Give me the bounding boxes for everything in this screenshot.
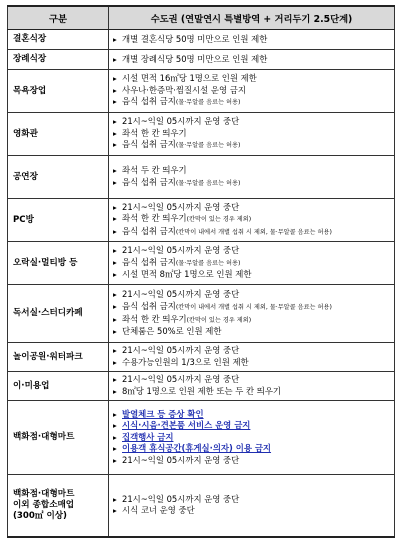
table-row bbox=[8, 199, 395, 242]
row-rules bbox=[109, 30, 395, 50]
rule-item bbox=[113, 301, 392, 314]
rule-text: 단체룸은 50%로 인원 제한 bbox=[122, 326, 222, 337]
bullet-icon: ▸ bbox=[113, 226, 117, 236]
bullet-icon: ▸ bbox=[113, 358, 117, 367]
bullet-icon: ▸ bbox=[113, 246, 117, 256]
rule-text: 음식 섭취 금지 bbox=[122, 256, 176, 267]
rule-text: 집객행사 금지 bbox=[122, 431, 174, 442]
rule-item bbox=[113, 505, 392, 517]
rule-text: 개별 장례식당 50명 미만으로 인원 제한 bbox=[122, 53, 268, 64]
row-category: 이·미용업 bbox=[8, 372, 109, 401]
bullet-icon: ▸ bbox=[113, 85, 117, 95]
rule-text: 21시~익일 05시까지 운영 중단 bbox=[122, 201, 240, 212]
row-category: 독서실·스터디카페 bbox=[8, 285, 109, 343]
rule-note: (칸막이 있는 경우 제외) bbox=[186, 216, 252, 224]
rule-text: 21시~익일 05시까지 운영 중단 bbox=[122, 289, 240, 300]
rule-text: 8㎡당 1명으로 인원 제한 또는 두 칸 띄우기 bbox=[122, 386, 282, 396]
rule-item bbox=[113, 326, 392, 338]
rule-item bbox=[113, 116, 392, 128]
bullet-icon: ▸ bbox=[113, 177, 117, 187]
rule-note: (물·무알콜 음료는 허용) bbox=[175, 99, 241, 107]
table-body bbox=[8, 30, 395, 537]
table-header-row bbox=[8, 6, 395, 30]
rule-item bbox=[113, 85, 392, 97]
rule-item bbox=[113, 314, 392, 327]
rule-text: 음식 섭취 금지 bbox=[122, 300, 176, 311]
table-row bbox=[8, 30, 395, 50]
rule-text: 21시~익일 05시까지 운영 중단 bbox=[122, 454, 240, 465]
rule-text: 개별 결혼식당 50명 미만으로 인원 제한 bbox=[122, 33, 268, 44]
bullet-icon: ▸ bbox=[113, 290, 117, 300]
rule-note: (칸막이 내에서 개별 섭취 시 제외, 물·무알콜 음료는 허용) bbox=[175, 228, 332, 236]
row-rules bbox=[109, 242, 395, 285]
rule-note: (물·무알콜 음료는 허용) bbox=[175, 259, 241, 267]
bullet-icon: ▸ bbox=[113, 455, 117, 465]
rule-item bbox=[113, 374, 392, 386]
table-row bbox=[8, 372, 395, 401]
header-category: 구분 bbox=[8, 6, 109, 30]
rule-item bbox=[113, 386, 392, 398]
row-rules bbox=[109, 199, 395, 242]
rule-text: 시식·시음·견본품 서비스 운영 금지 bbox=[122, 420, 251, 431]
rule-text: 발열체크 등 증상 확인 bbox=[122, 408, 204, 419]
rule-text: 21시~익일 05시까지 운영 중단 bbox=[122, 116, 240, 127]
rule-item bbox=[113, 128, 392, 140]
regulation-table bbox=[7, 5, 395, 538]
rule-item bbox=[113, 269, 392, 281]
bullet-icon: ▸ bbox=[113, 74, 117, 84]
rule-text: 좌석 한 칸 띄우기 bbox=[122, 213, 187, 224]
bullet-icon: ▸ bbox=[113, 444, 117, 454]
rule-item bbox=[113, 202, 392, 214]
bullet-icon: ▸ bbox=[113, 387, 117, 396]
rule-text: 이용객 휴식공간(휴게실·의자) 이용 금지 bbox=[122, 443, 272, 454]
bullet-icon: ▸ bbox=[113, 140, 117, 150]
bullet-icon: ▸ bbox=[113, 375, 117, 385]
table-row bbox=[8, 50, 395, 70]
bullet-icon: ▸ bbox=[113, 421, 117, 431]
row-rules bbox=[109, 401, 395, 475]
rule-item bbox=[113, 96, 392, 109]
rule-item bbox=[113, 73, 392, 85]
rule-text: 음식 섭취 금지 bbox=[122, 225, 176, 236]
row-category: 결혼식장 bbox=[8, 30, 109, 50]
row-rules bbox=[109, 285, 395, 343]
rule-item bbox=[113, 432, 392, 444]
row-category: 목욕장업 bbox=[8, 70, 109, 113]
rule-item bbox=[113, 226, 392, 239]
rule-text: 좌석 한 칸 띄우기 bbox=[122, 313, 187, 324]
rule-text: 수용가능인원의 1/3으로 인원 제한 bbox=[122, 357, 249, 367]
row-rules bbox=[109, 156, 395, 199]
bullet-icon: ▸ bbox=[113, 257, 117, 267]
rule-text: 좌석 두 칸 띄우기 bbox=[122, 164, 187, 175]
table-row bbox=[8, 70, 395, 113]
rule-text: 21시~익일 05시까지 운영 중단 bbox=[122, 245, 240, 256]
row-category: 놀이공원·워터파크 bbox=[8, 343, 109, 372]
rule-text: 21시~익일 05시까지 운영 중단 bbox=[122, 345, 240, 356]
row-rules bbox=[109, 70, 395, 113]
rule-item bbox=[113, 213, 392, 226]
row-category: 백화점·대형마트 bbox=[8, 401, 109, 475]
rule-text: 21시~익일 05시까지 운영 중단 bbox=[122, 374, 240, 385]
rule-item bbox=[113, 455, 392, 467]
row-rules bbox=[109, 50, 395, 70]
bullet-icon: ▸ bbox=[113, 314, 117, 324]
bullet-icon: ▸ bbox=[113, 346, 117, 356]
rule-item bbox=[113, 257, 392, 270]
bullet-icon: ▸ bbox=[113, 34, 117, 44]
row-rules bbox=[109, 372, 395, 401]
table-row bbox=[8, 113, 395, 156]
rule-note: (물·무알콜 음료는 허용) bbox=[175, 179, 241, 187]
bullet-icon: ▸ bbox=[113, 128, 117, 138]
rule-text: 21시~익일 05시까지 운영 중단 bbox=[122, 493, 240, 504]
rule-text: 시설 면적 8㎡당 1명으로 인원 제한 bbox=[122, 269, 252, 280]
bullet-icon: ▸ bbox=[113, 214, 117, 224]
rule-text: 시설 면적 16㎡당 1명으로 인원 제한 bbox=[122, 73, 257, 84]
rule-item bbox=[113, 165, 392, 177]
row-rules bbox=[109, 113, 395, 156]
rule-item bbox=[113, 139, 392, 152]
rule-item bbox=[113, 494, 392, 506]
rule-text: 사우나·한증막·찜질시설 운영 금지 bbox=[122, 84, 246, 95]
rule-text: 음식 섭취 금지 bbox=[122, 176, 176, 187]
rule-item bbox=[113, 34, 392, 46]
bullet-icon: ▸ bbox=[113, 54, 117, 64]
rule-text: 음식 섭취 금지 bbox=[122, 139, 176, 150]
bullet-icon: ▸ bbox=[113, 409, 117, 419]
bullet-icon: ▸ bbox=[113, 327, 117, 337]
rule-item bbox=[113, 409, 392, 421]
bullet-icon: ▸ bbox=[113, 301, 117, 311]
bullet-icon: ▸ bbox=[113, 97, 117, 107]
table-row bbox=[8, 242, 395, 285]
row-category: 공연장 bbox=[8, 156, 109, 199]
rule-note: (물·무알콜 음료는 허용) bbox=[175, 142, 241, 150]
rule-item bbox=[113, 357, 392, 369]
rule-item bbox=[113, 245, 392, 257]
rule-text: 좌석 한 칸 띄우기 bbox=[122, 127, 187, 138]
header-rules: 수도권 (연말연시 특별방역 + 거리두기 2.5단계) bbox=[109, 6, 395, 30]
row-category: PC방 bbox=[8, 199, 109, 242]
bullet-icon: ▸ bbox=[113, 270, 117, 280]
bullet-icon: ▸ bbox=[113, 202, 117, 212]
rule-item bbox=[113, 54, 392, 66]
row-category: 장례식장 bbox=[8, 50, 109, 70]
bullet-icon: ▸ bbox=[113, 117, 117, 127]
bullet-icon: ▸ bbox=[113, 494, 117, 504]
row-category: 백화점·대형마트 이외 종합소매업 (300㎡ 이상) bbox=[8, 475, 109, 537]
rule-item bbox=[113, 177, 392, 190]
rule-text: 음식 섭취 금지 bbox=[122, 96, 176, 107]
row-rules bbox=[109, 475, 395, 537]
bullet-icon: ▸ bbox=[113, 506, 117, 516]
rule-note: (칸막이 있는 경우 제외) bbox=[186, 316, 252, 324]
bullet-icon: ▸ bbox=[113, 432, 117, 442]
rule-item bbox=[113, 420, 392, 432]
table-row bbox=[8, 401, 395, 475]
table-row bbox=[8, 475, 395, 537]
table-row bbox=[8, 343, 395, 372]
row-category: 오락실·멀티방 등 bbox=[8, 242, 109, 285]
rule-item bbox=[113, 443, 392, 455]
rule-note: (칸막이 내에서 개별 섭취 시 제외, 물·무알콜 음료는 허용) bbox=[175, 303, 332, 311]
bullet-icon: ▸ bbox=[113, 165, 117, 175]
rule-item bbox=[113, 289, 392, 301]
table-row bbox=[8, 285, 395, 343]
rule-item bbox=[113, 345, 392, 357]
rule-text: 시식 코너 운영 중단 bbox=[122, 505, 195, 516]
row-category: 영화관 bbox=[8, 113, 109, 156]
table-row bbox=[8, 156, 395, 199]
row-rules bbox=[109, 343, 395, 372]
